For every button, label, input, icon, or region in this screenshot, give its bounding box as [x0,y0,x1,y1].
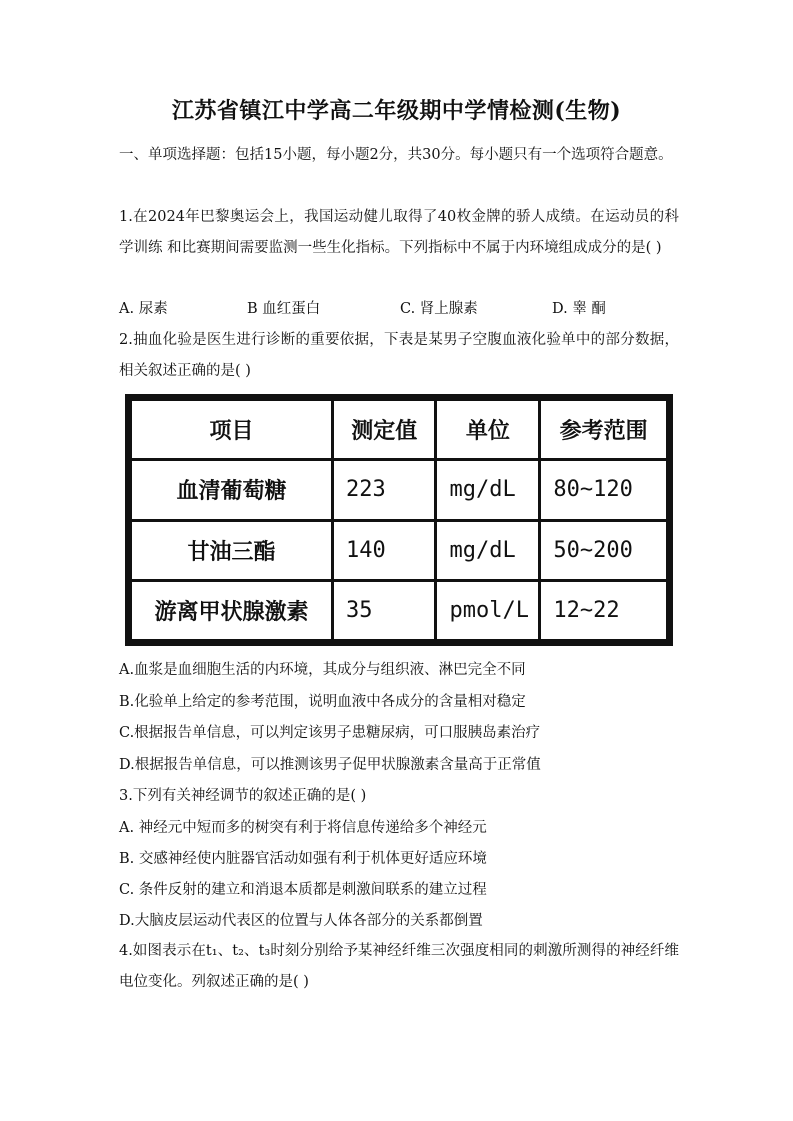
question-1-option-c: C. 肾上腺素 [400,301,478,317]
question-1-stem: 1.在2024年巴黎奥运会上，我国运动健儿取得了40枚金牌的骄人成绩。在运动员的科学训练 和比赛期间需要监测一些生化指标。下列指标中不属于内环境组成成分的是( ) [119,209,679,256]
lab-results-table [125,394,673,646]
question-1-options [119,299,689,319]
header-item: 项目 [131,400,333,460]
page-title: 江苏省镇江中学高二年级期中学情检测(生物) [171,98,622,124]
header-reference-range: 参考范围 [540,400,668,460]
table-row [131,580,668,640]
question-2-option-a: A.血浆是血细胞生活的内环境，其成分与组织液、淋巴完全不同 [119,662,526,678]
table-row [131,460,668,520]
cell-item: 血清葡萄糖 [131,460,333,520]
table-header-row [131,400,668,460]
cell-item: 甘油三酯 [131,520,333,580]
question-3-option-a: A. 神经元中短而多的树突有利于将信息传递给多个神经元 [119,820,487,836]
cell-range: 12~22 [540,580,668,640]
question-3-option-c: C. 条件反射的建立和消退本质都是刺激间联系的建立过程 [119,882,487,898]
question-2-option-c: C.根据报告单信息，可以判定该男子患糖尿病，可口服胰岛素治疗 [119,725,541,741]
header-unit: 单位 [436,400,540,460]
question-3-stem: 3.下列有关神经调节的叙述正确的是( ) [119,788,367,804]
cell-unit: mg/dL [436,520,540,580]
cell-value: 223 [333,460,436,520]
cell-value: 140 [333,520,436,580]
question-2-option-b: B.化验单上给定的参考范围，说明血液中各成分的含量相对稳定 [119,694,526,710]
table-row [131,520,668,580]
question-2-stem: 2.抽血化验是医生进行诊断的重要依据，下表是某男子空腹血液化验单中的部分数据，相关叙述正确的是( ) [119,332,679,379]
cell-item: 游离甲状腺激素 [131,580,333,640]
question-3-option-b: B. 交感神经使内脏器官活动如强有利于机体更好适应环境 [119,851,487,867]
section-heading: 一、单项选择题：包括15小题，每小题2分，共30分。每小题只有一个选项符合题意。 [119,147,673,163]
cell-range: 50~200 [540,520,668,580]
question-1-option-a: A. 尿素 [119,301,168,317]
cell-value: 35 [333,580,436,640]
question-2-option-d: D.根据报告单信息，可以推测该男子促甲状腺激素含量高于正常值 [119,757,541,773]
question-1-option-d: D. 睾 酮 [552,301,606,317]
question-1-option-b: B 血红蛋白 [247,301,321,317]
question-4-stem: 4.如图表示在t₁、t₂、t₃时刻分别给予某神经纤维三次强度相同的刺激所测得的神经纤维电位变化。列叙述正确的是( ) [119,943,679,990]
cell-unit: pmol/L [436,580,540,640]
cell-unit: mg/dL [436,460,540,520]
header-value: 测定值 [333,400,436,460]
cell-range: 80~120 [540,460,668,520]
question-3-option-d: D.大脑皮层运动代表区的位置与人体各部分的关系都倒置 [119,913,483,929]
